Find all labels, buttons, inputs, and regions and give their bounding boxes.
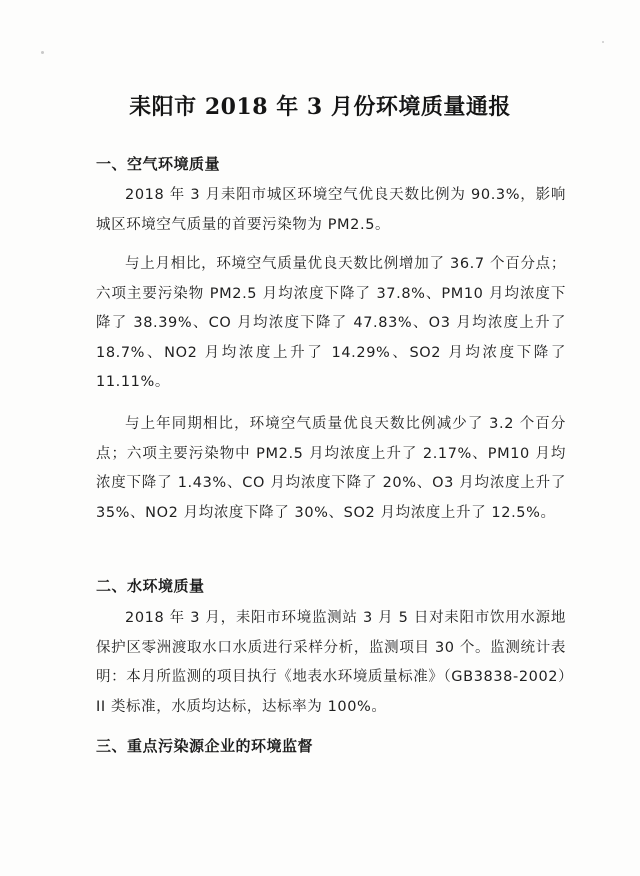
section-heading-pollution-sources: 三、重点污染源企业的环境监督: [96, 737, 314, 755]
paragraph-air-year-comparison: 与上年同期相比，环境空气质量优良天数比例减少了 3.2 个百分点；六项主要污染物中 PM2.5 月均浓度上升了 2.17%、PM10 月均浓度下降了 1.43%、CO 月均浓度下降了 20%、O3 月均浓度上升了 35%、NO2 月均浓度下降了 30%、SO2 月均浓度上升了 12.5%。: [96, 416, 566, 521]
section-heading-water: 二、水环境质量: [96, 577, 205, 595]
section-heading-air: 一、空气环境质量: [96, 155, 221, 173]
scan-speck: [41, 51, 44, 54]
scan-speck: [602, 41, 604, 43]
paragraph-air-month-comparison: 与上月相比，环境空气质量优良天数比例增加了 36.7 个百分点；六项主要污染物 PM2.5 月均浓度下降了 37.8%、PM10 月均浓度下降了 38.39%、CO 月均浓度下降了 47.83%、O3 月均浓度上升了 18.7%、NO2 月均浓度上升了 14.29%、SO2 月均浓度下降了 11.11%。: [96, 256, 566, 390]
document-title: 耒阳市 2018 年 3 月份环境质量通报: [129, 94, 511, 120]
paragraph-air-summary: 2018 年 3 月耒阳市城区环境空气优良天数比例为 90.3%，影响城区环境空气质量的首要污染物为 PM2.5。: [96, 187, 566, 233]
paragraph-water-monitoring: 2018 年 3 月，耒阳市环境监测站 3 月 5 日对耒阳市饮用水源地保护区零洲渡取水口水质进行采样分析，监测项目 30 个。监测统计表明：本月所监测的项目执行《地表水环境质量标准》（GB3838-2002）II 类标准，水质均达标，达标率为 100%。: [96, 610, 566, 715]
